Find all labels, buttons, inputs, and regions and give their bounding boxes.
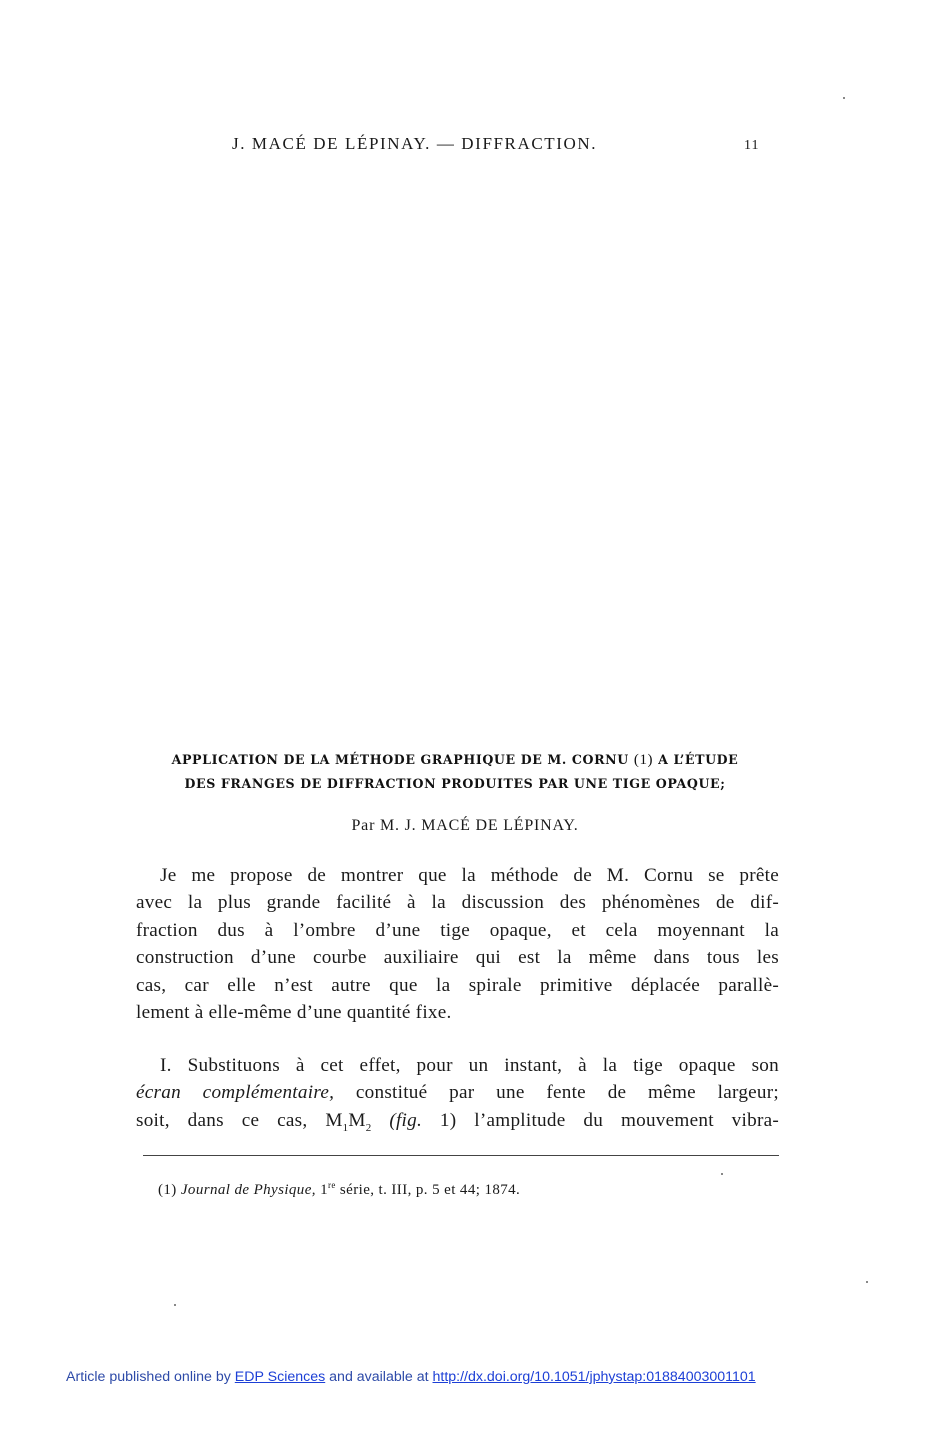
superscript: re <box>327 1180 336 1190</box>
footnote-marker: (1) <box>158 1182 177 1198</box>
journal-name: Journal de Physique, <box>180 1182 316 1198</box>
title-line-2: DES FRANGES DE DIFFRACTION PRODUITES PAR UNE TIGE OPAQUE; <box>184 776 726 791</box>
author-byline: Par M. J. MACÉ DE LÉPINAY. <box>351 817 579 834</box>
subscript: 1 <box>342 1121 349 1134</box>
scan-speck <box>174 1304 176 1306</box>
text-line: construction d’une courbe auxiliaire qui est la même dans tous les <box>136 947 779 969</box>
text-line: cas, car elle n’est autre que la spirale primitive déplacée parallè- <box>136 974 779 996</box>
text-span: M <box>348 1109 366 1131</box>
title-line-1 <box>130 748 780 772</box>
scan-speck <box>866 1281 868 1283</box>
banner-text: Article published online by <box>66 1369 235 1385</box>
scan-speck <box>721 1173 723 1175</box>
footnote <box>158 1180 520 1199</box>
paragraph-section-1 <box>136 1052 779 1142</box>
text-span: 1) l’amplitude du mouvement vibra- <box>422 1109 779 1131</box>
text-line: fraction dus à l’ombre d’une tige opaque, et cela moyennant la <box>136 919 779 941</box>
paragraph-intro <box>136 862 779 1026</box>
running-head: J. MACÉ DE LÉPINAY. — DIFFRACTION. <box>232 134 598 153</box>
text-line <box>136 862 779 889</box>
italic-term: écran complémentaire, <box>136 1082 335 1104</box>
text-line: lement à elle-même d’une quantité fixe. <box>136 1002 452 1024</box>
doi-link[interactable]: http://dx.doi.org/10.1051/jphystap:01884003001101 <box>432 1369 756 1385</box>
footnote-divider <box>143 1155 779 1156</box>
article-title <box>130 748 780 796</box>
subscript: 2 <box>365 1121 372 1134</box>
banner-text: and available at <box>325 1369 433 1385</box>
page-number: 11 <box>744 138 760 153</box>
text-span: I. Substituons à cet effet, pour un instant, à la tige opaque son <box>160 1055 779 1076</box>
text-line <box>136 1107 779 1142</box>
scan-speck <box>843 97 845 99</box>
publisher-link[interactable]: EDP Sciences <box>234 1369 326 1385</box>
text-span: soit, dans ce cas, M <box>136 1109 343 1131</box>
text-span: Je me propose de montrer que la méthode de M. Cornu se prête <box>160 865 779 886</box>
publisher-banner <box>66 1369 756 1385</box>
text-span: constitué par une fente de même largeur; <box>334 1082 779 1104</box>
text-span: 1 <box>320 1182 328 1198</box>
figure-reference: (fig. <box>389 1109 423 1131</box>
text-line <box>136 1052 779 1079</box>
text-line <box>136 1079 779 1106</box>
text-span: série, t. III, p. 5 et 44; 1874. <box>335 1182 521 1198</box>
title-line-1-text: APPLICATION DE LA MÉTHODE GRAPHIQUE DE M. CORNU <box>171 752 634 767</box>
title-line-1-end: A L’ÉTUDE <box>653 752 739 767</box>
footnote-reference: (1) <box>633 752 654 768</box>
text-line: avec la plus grande facilité à la discussion des phénomènes de dif- <box>136 892 779 914</box>
